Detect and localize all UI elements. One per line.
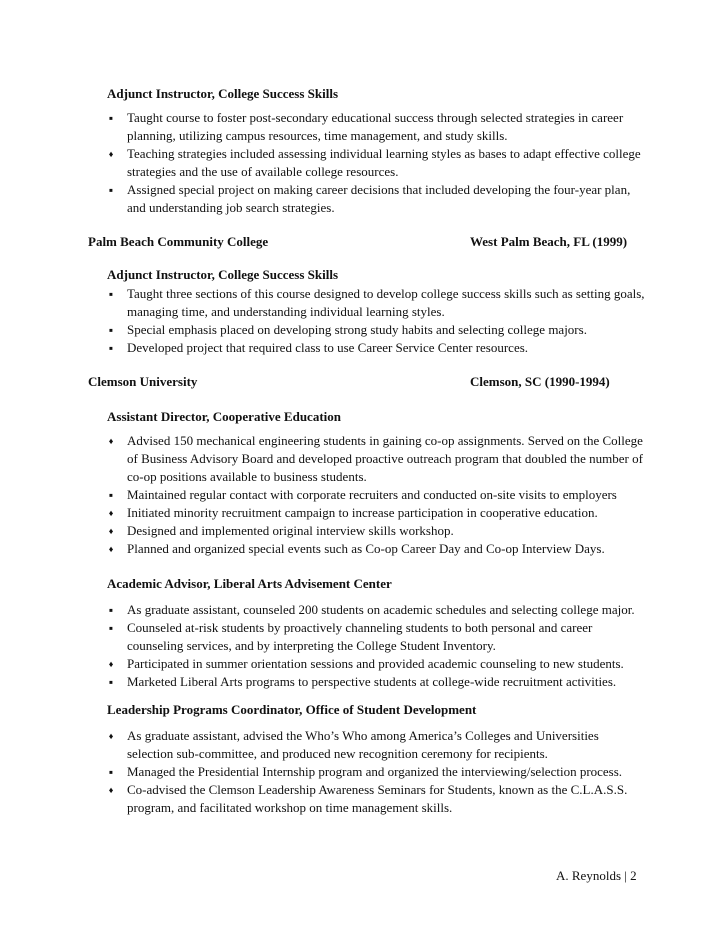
- role-title-assistant-director: Assistant Director, Cooperative Education: [107, 409, 341, 424]
- diamond-bullet-icon: [106, 522, 116, 541]
- role-title-leadership-coordinator: Leadership Programs Coordinator, Office of Student Development: [107, 702, 477, 717]
- list-item: ▪ Taught course to foster post-secondary educational success through selected strategies in career planning, utilizing campus resources, time management, and study skills.: [127, 109, 647, 145]
- list-item: ▪ Taught three sections of this course designed to develop college success skills such as setting goals, managing time, and understanding individual learning styles.: [127, 285, 647, 321]
- role-title-academic-advisor: Academic Advisor, Liberal Arts Advisement Center: [107, 576, 392, 591]
- square-bullet-icon: [106, 601, 116, 621]
- square-bullet-icon: [106, 673, 116, 693]
- diamond-bullet-icon: [106, 781, 116, 800]
- bullet-list-adjunct-1: [127, 109, 647, 217]
- diamond-bullet-icon: [106, 655, 116, 674]
- square-bullet-icon: [106, 339, 116, 359]
- list-item: ▪ Managed the Presidential Internship program and organized the interviewing/selection process.: [127, 763, 647, 781]
- list-item: ♦ Planned and organized special events such as Co-op Career Day and Co-op Interview Days.: [127, 540, 647, 558]
- square-bullet-icon: [106, 321, 116, 341]
- org-location-clemson: Clemson, SC (1990-1994): [470, 374, 610, 389]
- diamond-bullet-icon: [106, 540, 116, 559]
- bullet-list-adjunct-2: [127, 285, 647, 357]
- diamond-bullet-icon: [106, 504, 116, 523]
- bullet-list-academic-advisor: [127, 601, 647, 691]
- bullet-list-assistant-director: [127, 432, 647, 558]
- org-name-pbcc: Palm Beach Community College: [88, 234, 269, 249]
- role-title-adjunct-2: Adjunct Instructor, College Success Skills: [107, 267, 339, 282]
- list-item: ♦ Co-advised the Clemson Leadership Awareness Seminars for Students, known as the C.L.A.S.S. program, and facilitated workshop on time management skills.: [127, 781, 647, 817]
- list-item: ▪ Special emphasis placed on developing strong study habits and selecting college majors.: [127, 321, 647, 339]
- org-name-clemson: Clemson University: [88, 374, 198, 389]
- list-item: ♦ Teaching strategies included assessing individual learning styles as bases to adapt effective college strategies and the use of available college resources.: [127, 145, 647, 181]
- square-bullet-icon: [106, 285, 116, 305]
- list-item: ▪ Counseled at-risk students by proactively channeling students to both personal and career counseling services, and by interpreting the College Student Inventory.: [127, 619, 647, 655]
- bullet-list-leadership-coordinator: [127, 727, 647, 817]
- square-bullet-icon: [106, 763, 116, 783]
- square-bullet-icon: [106, 181, 116, 201]
- list-item: ♦ Initiated minority recruitment campaign to increase participation in cooperative education.: [127, 504, 647, 522]
- list-item: ▪ Maintained regular contact with corporate recruiters and conducted on-site visits to employers: [127, 486, 647, 504]
- list-item: ▪ Developed project that required class to use Career Service Center resources.: [127, 339, 647, 357]
- list-item: ♦ Advised 150 mechanical engineering students in gaining co-op assignments. Served on the College of Business Advisory Board and developed proactive outreach program that doubled the number of co-op positions available to business students.: [127, 432, 647, 486]
- diamond-bullet-icon: [106, 727, 116, 746]
- list-item: ▪ Assigned special project on making career decisions that included developing the four-year plan, and understanding job search strategies.: [127, 181, 647, 217]
- role-title-adjunct-1: Adjunct Instructor, College Success Skills: [107, 86, 339, 101]
- square-bullet-icon: [106, 109, 116, 129]
- list-item: ♦ Designed and implemented original interview skills workshop.: [127, 522, 647, 540]
- list-item: ♦ Participated in summer orientation sessions and provided academic counseling to new students.: [127, 655, 647, 673]
- org-location-pbcc: West Palm Beach, FL (1999): [470, 234, 628, 249]
- diamond-bullet-icon: [106, 145, 116, 164]
- diamond-bullet-icon: [106, 432, 116, 451]
- page-footer: A. Reynolds | 2: [556, 868, 637, 883]
- list-item: ▪ Marketed Liberal Arts programs to perspective students at college-wide recruitment activities.: [127, 673, 647, 691]
- square-bullet-icon: [106, 619, 116, 639]
- list-item: ▪ As graduate assistant, counseled 200 students on academic schedules and selecting college major.: [127, 601, 647, 619]
- square-bullet-icon: [106, 486, 116, 506]
- list-item: ♦ As graduate assistant, advised the Who’s Who among America’s Colleges and Universities selection sub-committee, and produced new recognition ceremony for recipients.: [127, 727, 647, 763]
